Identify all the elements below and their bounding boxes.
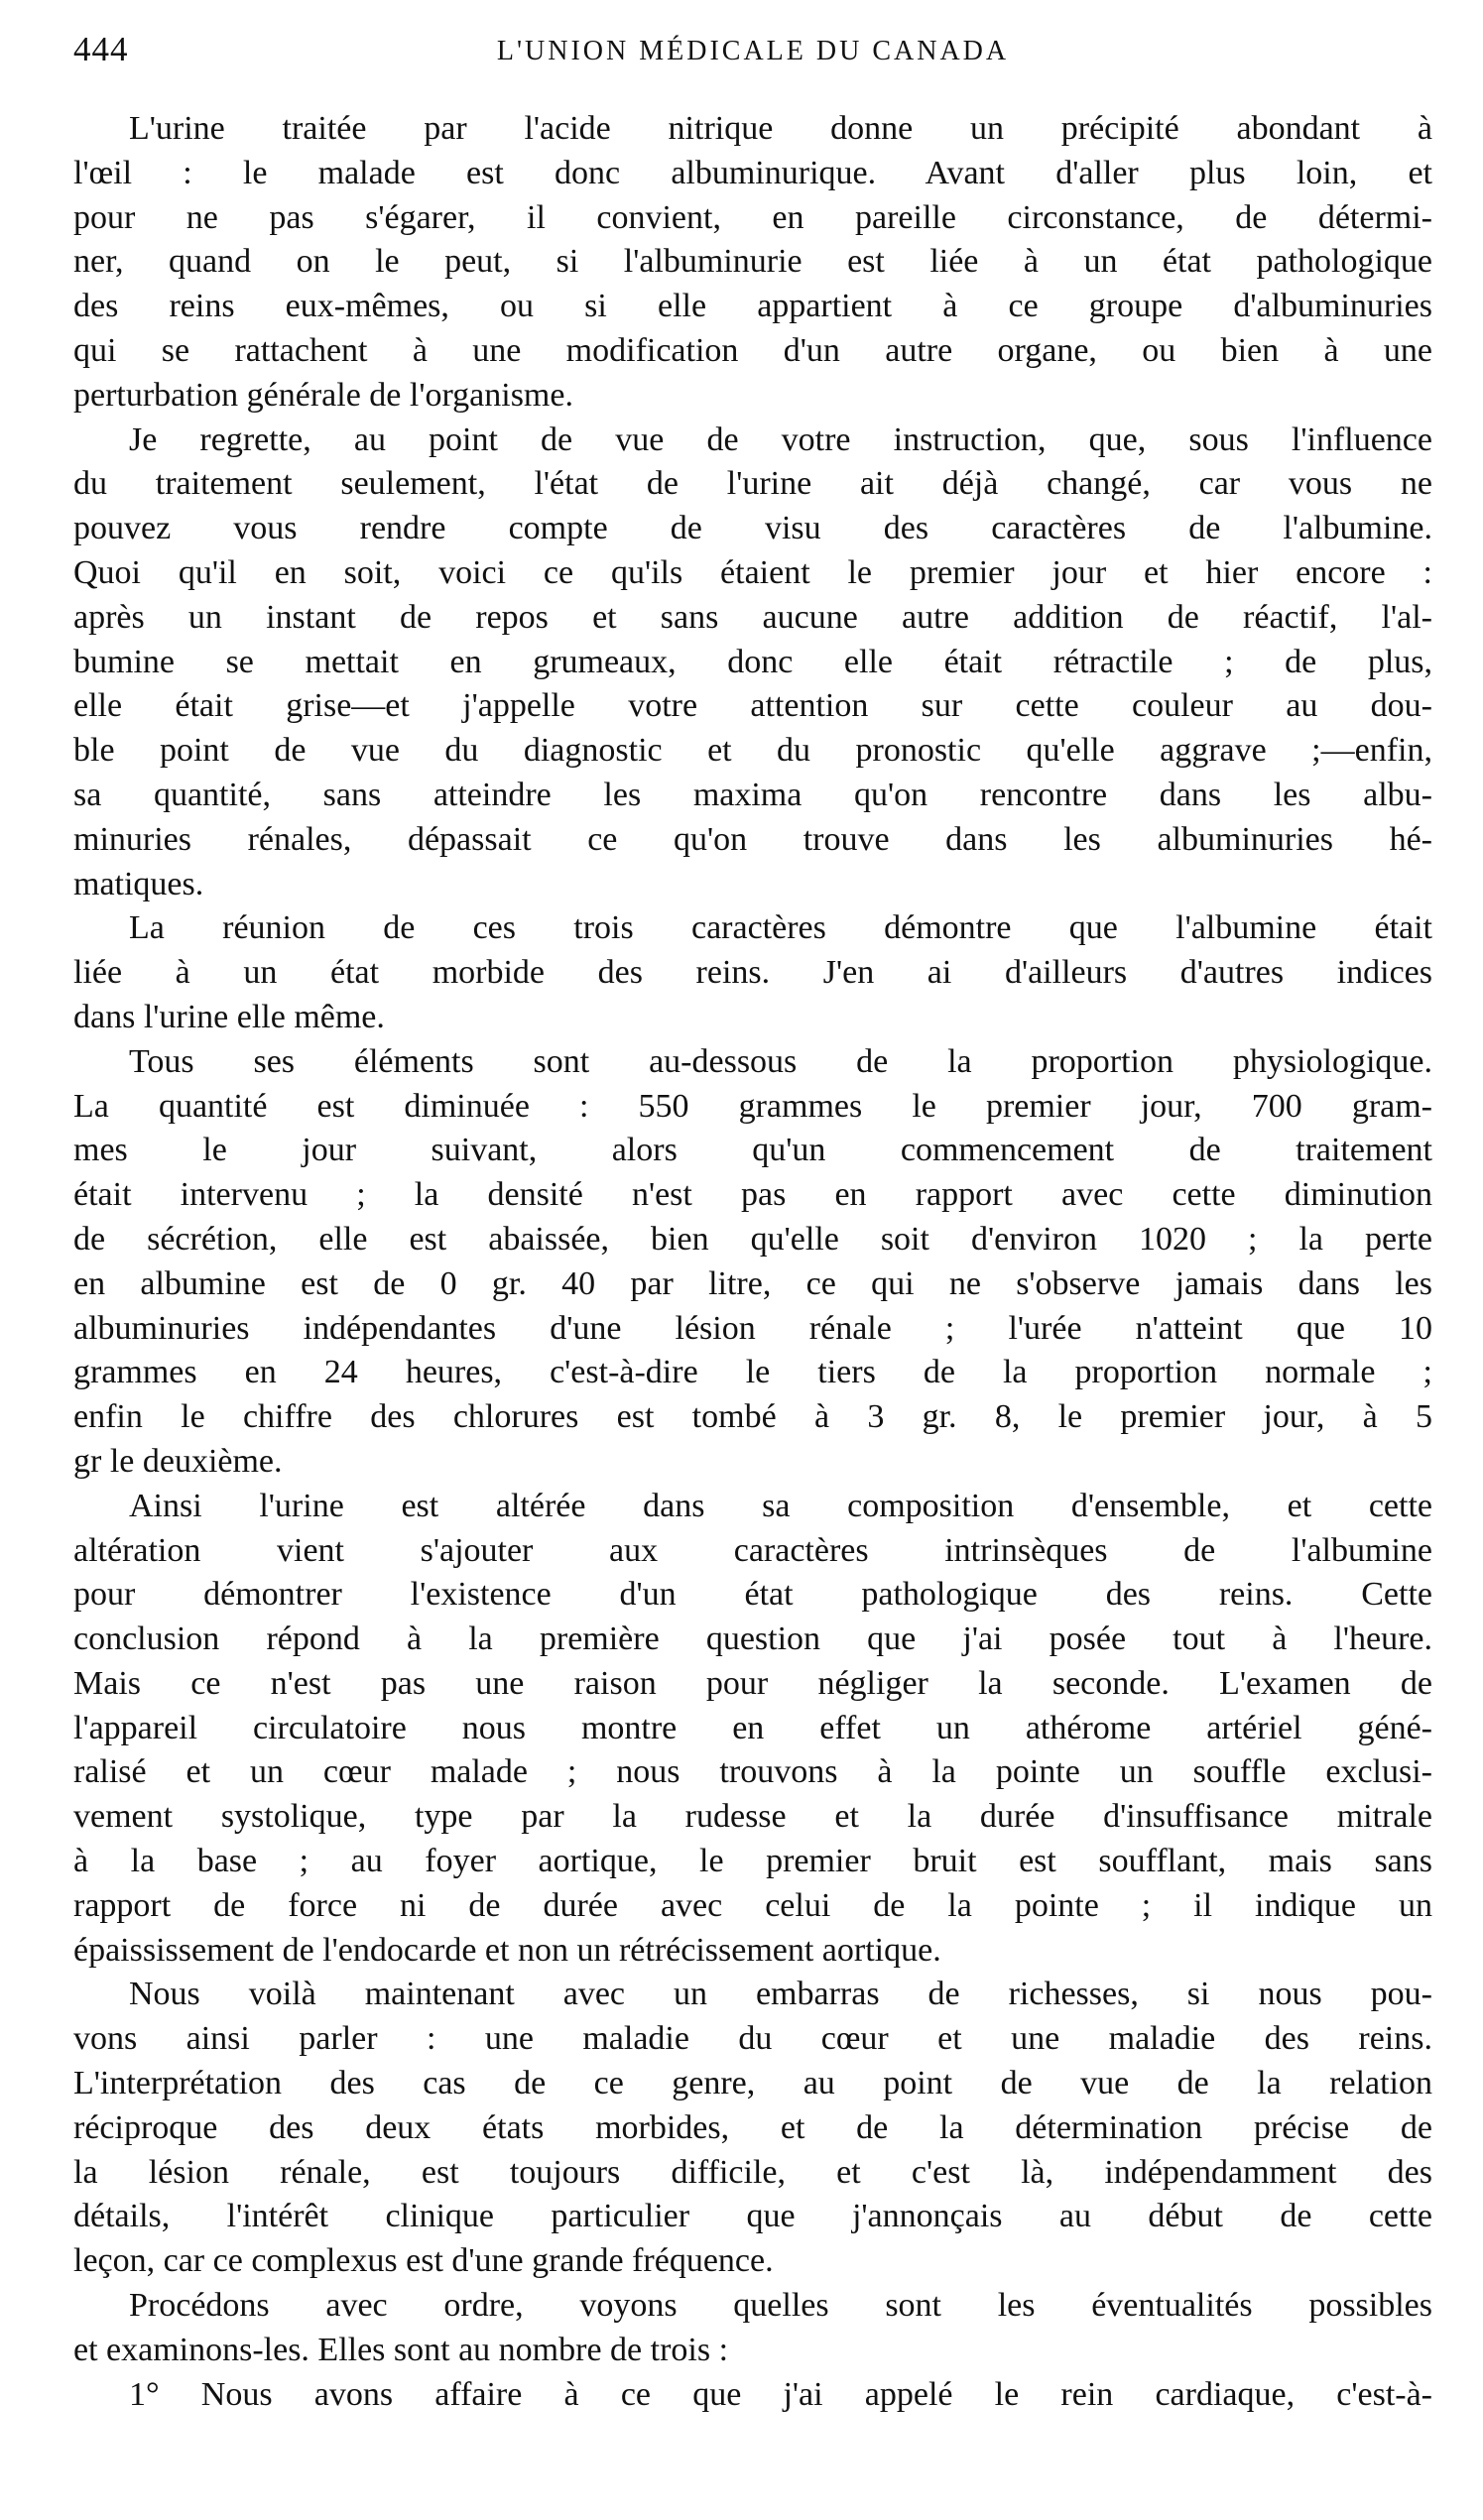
text-line: elle était grise—et j'appelle votre attention sur cette couleur au dou-	[73, 687, 1432, 725]
text-line: réciproque des deux états morbides, et de la détermination précise de	[73, 2108, 1432, 2146]
text-line: mes le jour suivant, alors qu'un commencement de traitement	[73, 1132, 1432, 1169]
text-line: du traitement seulement, l'état de l'urine ait déjà changé, car vous ne	[73, 465, 1432, 503]
text-line: Ainsi l'urine est altérée dans sa composition d'ensemble, et cette	[129, 1487, 1432, 1524]
text-line: enfin le chiffre des chlorures est tombé à 3 gr. 8, le premier jour, à 5	[73, 1398, 1432, 1436]
text-line: matiques.	[73, 865, 204, 902]
text-line: Quoi qu'il en soit, voici ce qu'ils étaient le premier jour et hier encore :	[73, 553, 1432, 591]
text-line: L'urine traitée par l'acide nitrique donne un précipité abondant à	[129, 110, 1432, 147]
text-line: minuries rénales, dépassait ce qu'on trouve dans les albuminuries hé-	[73, 820, 1432, 858]
text-line: conclusion répond à la première question que j'ai posée tout à l'heure.	[73, 1620, 1432, 1658]
text-line: rapport de force ni de durée avec celui de la pointe ; il indique un	[73, 1886, 1432, 1924]
text-line: altération vient s'ajouter aux caractères intrinsèques de l'albumine	[73, 1531, 1432, 1569]
text-line: pouvez vous rendre compte de visu des caractères de l'albumine.	[73, 510, 1432, 547]
text-line: après un instant de repos et sans aucune autre addition de réactif, l'al-	[73, 598, 1432, 636]
text-line: dans l'urine elle même.	[73, 998, 385, 1035]
text-line: La réunion de ces trois caractères démontre que l'albumine était	[129, 909, 1432, 947]
text-line: pour démontrer l'existence d'un état pathologique des reins. Cette	[73, 1576, 1432, 1614]
text-line: perturbation générale de l'organisme.	[73, 376, 573, 414]
text-line: des reins eux-mêmes, ou si elle appartient à ce groupe d'albuminuries	[73, 288, 1432, 325]
text-line: ner, quand on le peut, si l'albuminurie est liée à un état pathologique	[73, 243, 1432, 281]
running-head: L'UNION MÉDICALE DU CANADA	[496, 36, 1010, 66]
text-line: La quantité est diminuée : 550 grammes le premier jour, 700 gram-	[73, 1087, 1432, 1125]
text-line: Je regrette, au point de vue de votre instruction, que, sous l'influence	[129, 420, 1432, 458]
text-line: vons ainsi parler : une maladie du cœur et une maladie des reins.	[73, 2020, 1432, 2058]
text-line: gr le deuxième.	[73, 1442, 283, 1480]
text-line: pour ne pas s'égarer, il convient, en pareille circonstance, de détermi-	[73, 198, 1432, 236]
text-line: L'interprétation des cas de ce genre, au point de vue de la relation	[73, 2065, 1432, 2102]
text-line: Nous voilà maintenant avec un embarras de richesses, si nous pou-	[129, 1976, 1432, 2013]
text-line: ble point de vue du diagnostic et du pronostic qu'elle aggrave ;—enfin,	[73, 732, 1432, 770]
text-line: albuminuries indépendantes d'une lésion rénale ; l'urée n'atteint que 10	[73, 1309, 1432, 1347]
page-number: 444	[73, 30, 129, 68]
text-line: qui se rattachent à une modification d'un autre organe, ou bien à une	[73, 331, 1432, 369]
text-line: en albumine est de 0 gr. 40 par litre, ce qui ne s'observe jamais dans les	[73, 1264, 1432, 1302]
text-line: et examinons-les. Elles sont au nombre de trois :	[73, 2331, 729, 2368]
text-line: Tous ses éléments sont au-dessous de la proportion physiologique.	[129, 1042, 1432, 1080]
text-line: de sécrétion, elle est abaissée, bien qu'elle soit d'environ 1020 ; la perte	[73, 1220, 1432, 1258]
text-line: grammes en 24 heures, c'est-à-dire le tiers de la proportion normale ;	[73, 1354, 1432, 1391]
text-line: Procédons avec ordre, voyons quelles sont les éventualités possibles	[129, 2287, 1432, 2325]
page-header	[73, 30, 1432, 75]
text-line: leçon, car ce complexus est d'une grande fréquence.	[73, 2242, 774, 2280]
text-line: Mais ce n'est pas une raison pour négliger la seconde. L'examen de	[73, 1664, 1432, 1702]
text-line: l'appareil circulatoire nous montre en effet un athérome artériel géné-	[73, 1709, 1432, 1746]
text-line: épaississement de l'endocarde et non un rétrécissement aortique.	[73, 1931, 941, 1969]
text-line: l'œil : le malade est donc albuminurique. Avant d'aller plus loin, et	[73, 154, 1432, 191]
text-line: détails, l'intérêt clinique particulier que j'annonçais au début de cette	[73, 2198, 1432, 2235]
body-text	[73, 107, 1432, 2417]
text-line: à la base ; au foyer aortique, le premier bruit est soufflant, mais sans	[73, 1843, 1432, 1880]
text-line: 1° Nous avons affaire à ce que j'ai appelé le rein cardiaque, c'est-à-	[129, 2375, 1432, 2413]
text-line: sa quantité, sans atteindre les maxima qu'on rencontre dans les albu-	[73, 776, 1432, 813]
text-line: la lésion rénale, est toujours difficile, et c'est là, indépendamment des	[73, 2153, 1432, 2191]
text-line: liée à un état morbide des reins. J'en ai d'ailleurs d'autres indices	[73, 954, 1432, 992]
text-line: bumine se mettait en grumeaux, donc elle était rétractile ; de plus,	[73, 643, 1432, 680]
text-line: était intervenu ; la densité n'est pas en rapport avec cette diminution	[73, 1176, 1432, 1214]
text-line: ralisé et un cœur malade ; nous trouvons à la pointe un souffle exclusi-	[73, 1753, 1432, 1791]
text-line: vement systolique, type par la rudesse et la durée d'insuffisance mitrale	[73, 1798, 1432, 1836]
